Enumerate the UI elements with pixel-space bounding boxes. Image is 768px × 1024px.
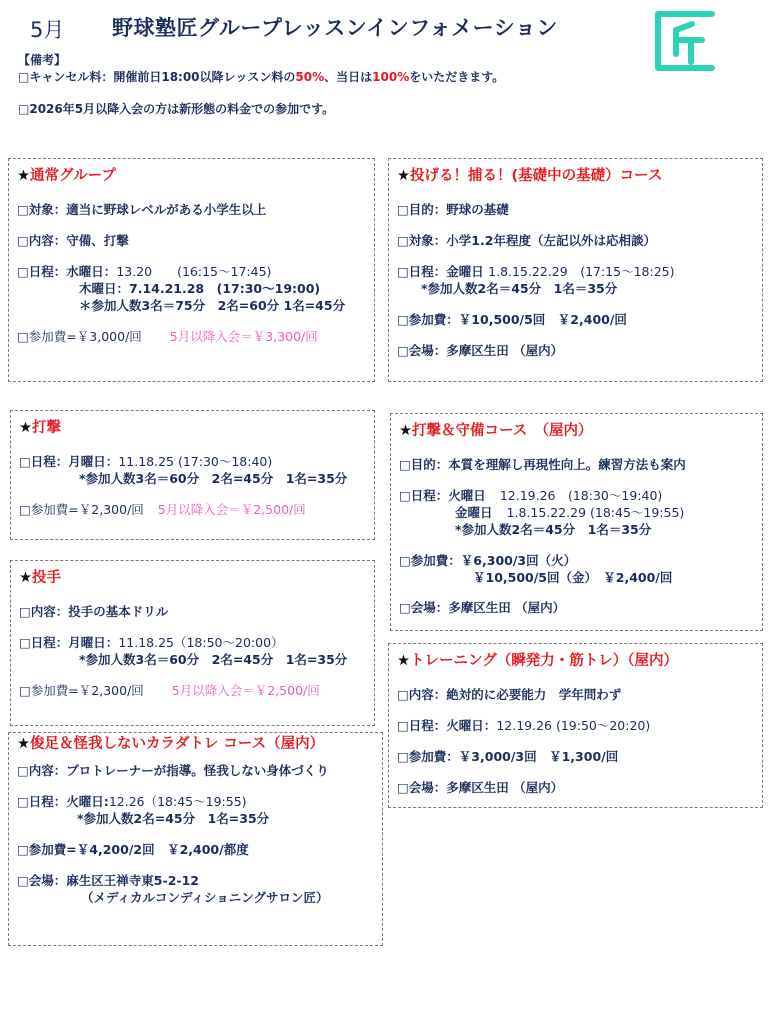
cancel-policy <box>18 69 504 86</box>
course-title-text: 投手 <box>32 570 61 586</box>
course-content: □内容：守備、打撃 <box>17 233 129 248</box>
course-participants: *参加人数3名＝60分 2名=45分 1名=35分 <box>79 471 348 486</box>
course-title <box>397 652 754 670</box>
cancel-text-b: 、当日は <box>324 70 373 85</box>
course-participants: *参加人数2名＝45分 1名＝35分 <box>455 521 652 537</box>
schedule-value: 12.19.26 (19:50〜20:20) <box>496 718 651 733</box>
fee-new-members: 5月以降入会＝￥2,500/回 <box>171 682 320 698</box>
course-batting-defense <box>390 413 763 631</box>
course-pitcher <box>10 560 375 726</box>
course-fee: □参加費：￥10,500/5回 ￥2,400/回 <box>397 311 627 327</box>
course-venue: □会場：多摩区生田 （屋内） <box>397 779 564 795</box>
course-regular-group <box>8 158 375 382</box>
course-fee: □参加費：￥3,000/3回 ￥1,300/回 <box>397 748 619 764</box>
page-month: 5月 <box>30 18 65 42</box>
course-title-text: 俊足＆怪我しないカラダトレ コース（屋内） <box>30 736 325 752</box>
course-schedule <box>399 488 754 505</box>
course-training <box>388 643 763 808</box>
course-venue: □会場：多摩区生田 （屋内） <box>397 342 564 358</box>
course-title-text: 打撃＆守備コース （屋内） <box>412 423 593 439</box>
fee-new-members: 5月以降入会＝￥2,500/回 <box>157 501 306 517</box>
schedule-label: □日程：月曜日： <box>19 635 119 650</box>
notes-heading: 【備考】 <box>18 53 67 67</box>
course-schedule <box>17 264 366 281</box>
schedule-value: 1.8.15.22.29 (17:15〜18:25) <box>488 263 675 279</box>
course-batting <box>10 410 375 540</box>
star-icon: ★ <box>19 420 32 436</box>
schedule-value-2: 1.8.15.22.29 (18:45〜19:55) <box>506 504 685 520</box>
course-fee: □参加費：￥6,300/3回（火） <box>399 552 577 568</box>
course-agility <box>8 732 383 946</box>
star-icon: ★ <box>17 736 30 752</box>
schedule-value: 12.26（18:45〜19:55) <box>108 794 247 809</box>
schedule-label: □日程：水曜日： <box>17 263 117 279</box>
course-venue: □会場：多摩区生田 （屋内） <box>399 600 566 616</box>
course-title-text: トレーニング（瞬発力・筋トレ）（屋内） <box>410 653 678 669</box>
takumi-logo-icon <box>652 8 718 74</box>
course-fee: □参加費=￥4,200/2回 ￥2,400/都度 <box>17 841 249 857</box>
schedule-value: 13.20 (16:15〜17:45) <box>116 263 272 279</box>
course-schedule-2 <box>399 505 754 522</box>
fee-new-members: 5月以降入会＝￥3,300/回 <box>169 328 318 344</box>
course-schedule <box>19 635 366 652</box>
course-content: □内容：投手の基本ドリル <box>19 604 169 620</box>
course-title <box>399 422 754 440</box>
fee-value: □参加費=￥3,000/回 <box>17 328 142 344</box>
schedule-label: □日程：月曜日： <box>19 454 119 470</box>
schedule-label-2: 金曜日 <box>455 504 493 520</box>
schedule-label: □日程：火曜日： <box>397 718 497 733</box>
course-title-text: 打撃 <box>32 420 61 436</box>
pricing-note: □2026年5月以降入会の方は新形態の料金での参加です。 <box>18 101 335 116</box>
schedule-label: □日程：金曜日 <box>397 263 484 279</box>
fee-value: □参加費=￥2,300/回 <box>19 682 144 698</box>
star-icon: ★ <box>397 168 410 184</box>
cancel-text-a: □キャンセル料：開催前日18:00以降レッスン料の <box>18 70 296 85</box>
course-content: □内容：絶対的に必要能力 学年問わず <box>397 687 622 703</box>
course-title-text: 投げる！捕る！(基礎中の基礎）コース <box>410 168 663 184</box>
schedule-value: 11.18.25 (17:30〜18:40) <box>118 454 273 470</box>
course-venue: □会場：麻生区王禅寺東5-2-12 <box>17 872 199 888</box>
course-fee <box>17 329 366 346</box>
page-title: 野球塾匠グループレッスンインフォメーション <box>112 16 558 40</box>
course-participants: *参加人数3名＝60分 2名=45分 1名=35分 <box>79 651 348 667</box>
cancel-percent-sameday: 100% <box>372 70 410 85</box>
schedule-label: □日程：火曜日 <box>399 488 486 503</box>
course-fee-2: ￥10,500/5回（金） ￥2,400/回 <box>473 569 673 585</box>
course-schedule <box>397 718 754 735</box>
fee-value: □参加費=￥2,300/回 <box>19 501 144 517</box>
course-title <box>397 167 754 185</box>
course-schedule <box>397 264 754 281</box>
star-icon: ★ <box>397 653 410 669</box>
course-venue-2: （メディカルコンディショニングサロン匠） <box>81 889 329 905</box>
course-schedule <box>19 454 366 471</box>
course-title-text: 通常グループ <box>30 168 116 184</box>
course-target: □対象：適当に野球レベルがある小学生以上 <box>17 202 267 218</box>
course-title <box>17 167 366 185</box>
course-schedule-2: 木曜日：7.14.21.28 (17:30〜19:00) <box>79 280 321 296</box>
course-basics <box>388 158 763 382</box>
star-icon: ★ <box>17 168 30 184</box>
schedule-label: □日程：火曜日: <box>17 794 109 809</box>
course-participants: ＊参加人数3名＝75分 2名=60分 1名=45分 <box>79 297 346 313</box>
course-title <box>19 569 366 587</box>
course-title <box>17 735 374 753</box>
star-icon: ★ <box>19 570 32 586</box>
notes-section <box>18 52 504 118</box>
cancel-text-c: をいただきます。 <box>409 70 505 85</box>
course-participants: *参加人数2名=45分 1名=35分 <box>77 810 270 826</box>
course-content: □内容：プロトレーナーが指導。怪我しない身体づくり <box>17 763 329 779</box>
course-fee <box>19 683 366 700</box>
course-purpose: □目的：本質を理解し再現性向上。練習方法も案内 <box>399 457 686 473</box>
course-purpose: □目的：野球の基礎 <box>397 202 509 218</box>
course-target: □対象：小学1.2年程度（左記以外は応相談） <box>397 233 656 248</box>
schedule-value: 12.19.26 (18:30〜19:40) <box>499 488 663 503</box>
cancel-percent-prior: 50% <box>295 70 325 85</box>
course-fee <box>19 502 366 519</box>
course-participants: *参加人数2名＝45分 1名＝35分 <box>421 280 618 296</box>
schedule-value: 11.18.25（18:50〜20:00） <box>118 635 284 650</box>
course-schedule <box>17 794 374 811</box>
course-title <box>19 419 366 437</box>
star-icon: ★ <box>399 423 412 439</box>
takumi-logo <box>652 8 718 74</box>
